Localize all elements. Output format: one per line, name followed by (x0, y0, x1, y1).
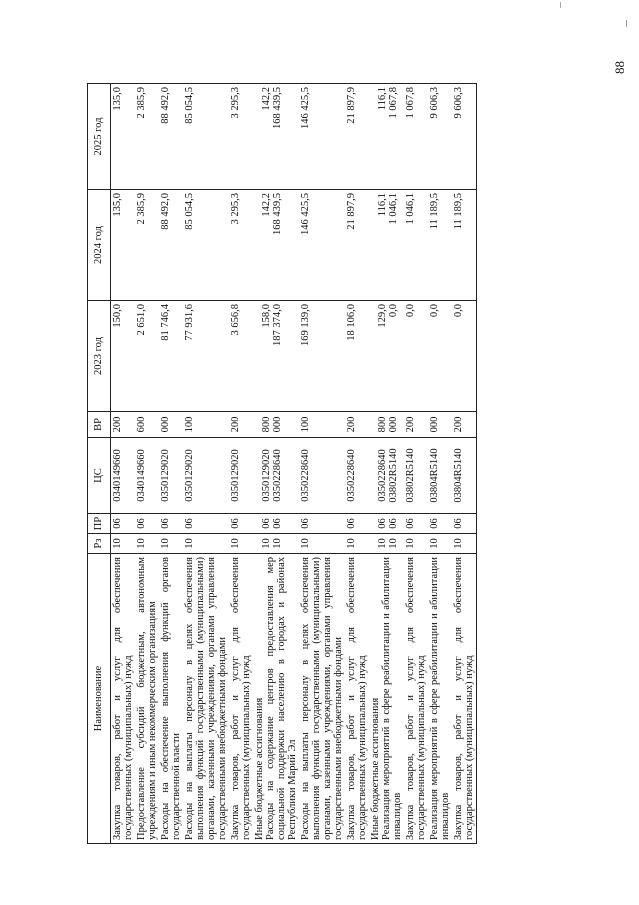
row-value-2023: 129,0 0,0 (369, 301, 404, 412)
row-pr: 06 (299, 514, 345, 534)
row-value-2024: 146 425,5 (299, 190, 345, 301)
row-pr: 06 (183, 514, 229, 534)
row-value-2023: 2 651,0 (135, 301, 159, 412)
row-cs: 0350228640 03802R5140 (369, 438, 404, 514)
row-vr: 200 (345, 412, 369, 438)
row-value-2023: 0,0 (404, 301, 428, 412)
row-value-2025: 21 897,9 (345, 84, 369, 190)
row-rz: 10 (159, 534, 183, 554)
header-2025: 2025 год (88, 84, 111, 190)
header-2023: 2023 год (88, 301, 111, 412)
row-name: Расходы на обеспечение выполнения функций органов государственной власти (159, 554, 183, 844)
row-name: Расходы на выплаты персоналу в целях обеспечения выполнения функций государственными (муниципальными) органами, казенными учреждениями, органами управления государственными внебюджетными фондами (183, 554, 229, 844)
row-value-2024: 11 189,5 (428, 190, 452, 301)
table-row (253, 84, 299, 844)
header-name: Наименование (88, 554, 111, 844)
row-value-2024: 2 385,9 (135, 190, 159, 301)
row-name: Реализация мероприятий в сфере реабилитации и абилитации инвалидов (428, 554, 452, 844)
row-value-2024: 21 897,9 (345, 190, 369, 301)
row-vr: 200 (111, 412, 136, 438)
table-row (369, 84, 404, 844)
row-vr: 100 (299, 412, 345, 438)
row-value-2025: 2 385,9 (135, 84, 159, 190)
table-row (183, 84, 229, 844)
row-pr: 06 (404, 514, 428, 534)
row-pr: 06 (428, 514, 452, 534)
header-rz: Рз (88, 534, 111, 554)
table-row (428, 84, 452, 844)
row-name: Предоставление субсидий бюджетным, автономным учреждениям и иным некоммерческим организациям (135, 554, 159, 844)
header-pr: ПР (88, 514, 111, 534)
row-cs: 0350129020 0350228640 (253, 438, 299, 514)
header-vr: ВР (88, 412, 111, 438)
table-row (299, 84, 345, 844)
row-value-2025: 142,2 168 439,5 (253, 84, 299, 190)
row-pr: 06 (345, 514, 369, 534)
row-value-2023: 81 746,4 (159, 301, 183, 412)
row-name: Закупка товаров, работ и услуг для обеспечения государственных (муниципальных) нужд (452, 554, 477, 844)
rotated-table-container (87, 84, 543, 844)
row-value-2023: 3 656,8 (229, 301, 253, 412)
row-value-2025: 1 067,8 (404, 84, 428, 190)
row-value-2025: 9 606,3 (428, 84, 452, 190)
row-vr: 800 000 (253, 412, 299, 438)
row-cs: 0350129020 (229, 438, 253, 514)
row-vr: 200 (452, 412, 477, 438)
row-rz: 10 10 (253, 534, 299, 554)
row-vr: 000 (159, 412, 183, 438)
row-value-2025: 146 425,5 (299, 84, 345, 190)
scan-mark (626, 20, 627, 27)
table-header-row (88, 84, 111, 844)
row-vr: 000 (428, 412, 452, 438)
row-cs: 0340149660 (111, 438, 136, 514)
row-value-2024: 11 189,5 (452, 190, 477, 301)
row-name: Закупка товаров, работ и услуг для обеспечения государственных (муниципальных) нужд (229, 554, 253, 844)
row-name: Расходы на выплаты персоналу в целях обеспечения выполнения функций государственными (муниципальными) органами, казенными учреждениями, органами управления государственными внебюджетными фондами (299, 554, 345, 844)
row-value-2025: 3 295,3 (229, 84, 253, 190)
row-rz: 10 (135, 534, 159, 554)
budget-table (87, 83, 477, 844)
page-number: 88 (612, 61, 627, 74)
table-row (345, 84, 369, 844)
row-rz: 10 (428, 534, 452, 554)
row-name: Иные бюджетные ассигнования Расходы на содержание центров предоставления мер социальной поддержки населению в городах и районах Республики Марий Эл (253, 554, 299, 844)
row-cs: 0350129020 (183, 438, 229, 514)
row-value-2023: 150,0 (111, 301, 136, 412)
row-vr: 800 000 (369, 412, 404, 438)
row-rz: 10 (229, 534, 253, 554)
table-row (111, 84, 136, 844)
row-cs: 0350228640 (299, 438, 345, 514)
row-pr: 06 06 (253, 514, 299, 534)
row-cs: 03804R5140 (428, 438, 452, 514)
header-cs: ЦС (88, 438, 111, 514)
row-name: Закупка товаров, работ и услуг для обеспечения государственных (муниципальных) нужд (345, 554, 369, 844)
row-cs: 03802R5140 (404, 438, 428, 514)
row-pr: 06 (111, 514, 136, 534)
row-value-2025: 135,0 (111, 84, 136, 190)
row-cs: 03804R5140 (452, 438, 477, 514)
row-rz: 10 (111, 534, 136, 554)
table-row (229, 84, 253, 844)
table-row (404, 84, 428, 844)
row-value-2024: 142,2 168 439,5 (253, 190, 299, 301)
row-value-2023: 0,0 (428, 301, 452, 412)
row-value-2024: 3 295,3 (229, 190, 253, 301)
row-value-2023: 18 106,0 (345, 301, 369, 412)
table-row (135, 84, 159, 844)
row-value-2025: 9 606,3 (452, 84, 477, 190)
row-rz: 10 (345, 534, 369, 554)
row-name: Иные бюджетные ассигнования Реализация мероприятий в сфере реабилитации и абилитации инвалидов (369, 554, 404, 844)
row-value-2024: 1 046,1 (404, 190, 428, 301)
row-value-2024: 135,0 (111, 190, 136, 301)
scan-mark (560, 2, 561, 8)
row-vr: 200 (404, 412, 428, 438)
row-value-2024: 116,1 1 046,1 (369, 190, 404, 301)
row-value-2025: 88 492,0 (159, 84, 183, 190)
row-cs: 0350228640 (345, 438, 369, 514)
row-value-2024: 85 054,5 (183, 190, 229, 301)
row-value-2025: 116,1 1 067,8 (369, 84, 404, 190)
row-value-2025: 85 054,5 (183, 84, 229, 190)
row-pr: 06 (159, 514, 183, 534)
header-2024: 2024 год (88, 190, 111, 301)
row-vr: 100 (183, 412, 229, 438)
row-cs: 0340149660 (135, 438, 159, 514)
row-value-2023: 77 931,6 (183, 301, 229, 412)
row-rz: 10 (452, 534, 477, 554)
row-rz: 10 (299, 534, 345, 554)
row-pr: 06 (135, 514, 159, 534)
row-value-2023: 158,0 187 374,0 (253, 301, 299, 412)
row-rz: 10 (404, 534, 428, 554)
table-row (159, 84, 183, 844)
row-vr: 600 (135, 412, 159, 438)
row-rz: 10 (183, 534, 229, 554)
row-name: Закупка товаров, работ и услуг для обеспечения государственных (муниципальных) нужд (111, 554, 136, 844)
row-value-2023: 169 139,0 (299, 301, 345, 412)
row-name: Закупка товаров, работ и услуг для обеспечения государственных (муниципальных) нужд (404, 554, 428, 844)
row-pr: 06 (452, 514, 477, 534)
row-pr: 06 06 (369, 514, 404, 534)
row-pr: 06 (229, 514, 253, 534)
row-value-2024: 88 492,0 (159, 190, 183, 301)
row-value-2023: 0,0 (452, 301, 477, 412)
row-vr: 200 (229, 412, 253, 438)
row-cs: 0350129020 (159, 438, 183, 514)
row-rz: 10 10 (369, 534, 404, 554)
table-row (452, 84, 477, 844)
